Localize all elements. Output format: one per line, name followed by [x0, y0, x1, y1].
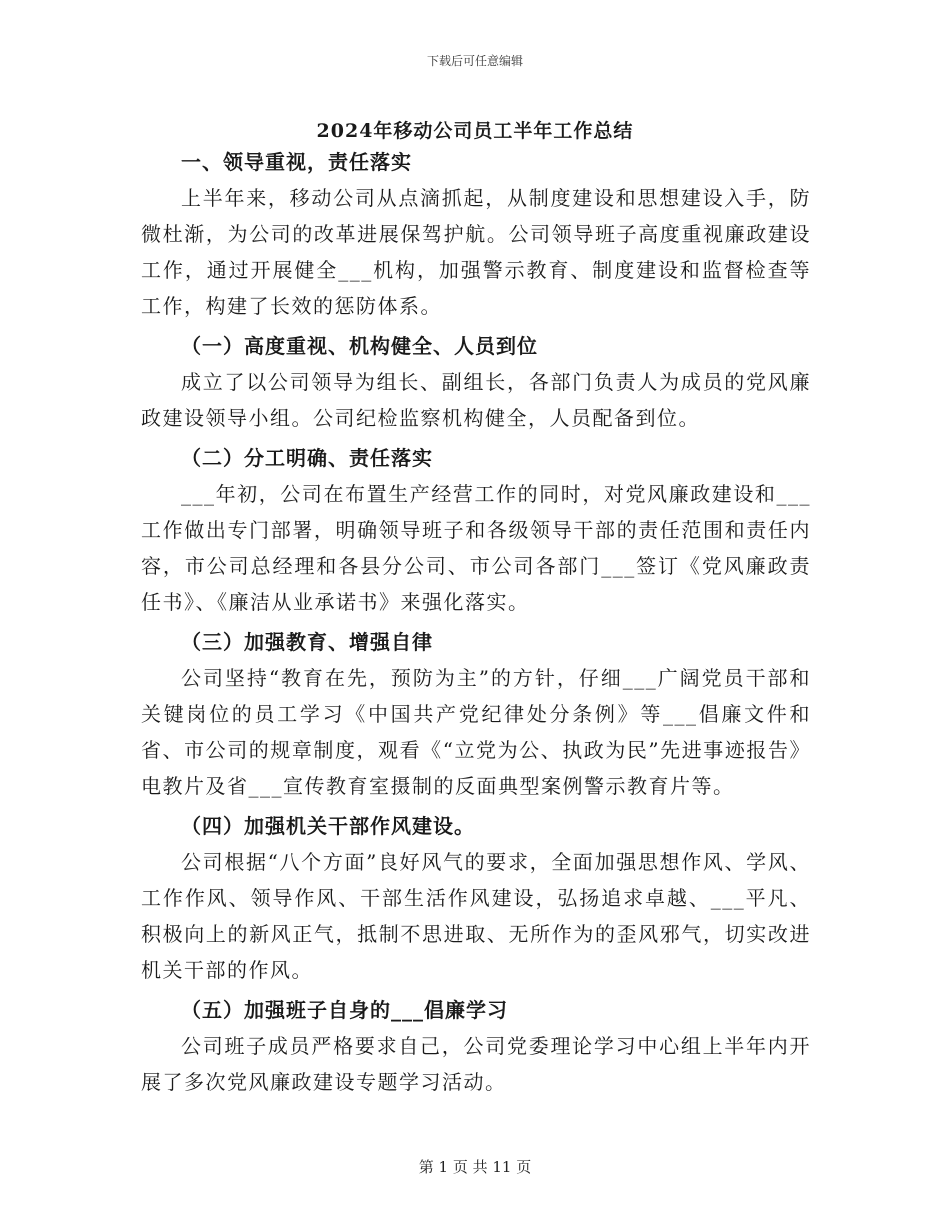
section-heading: （五）加强班子自身的___倡廉学习	[181, 998, 508, 1022]
section-heading: （四）加强机关干部作风建设。	[181, 814, 475, 838]
section-paragraph: 公司班子成员严格要求自己，公司党委理论学习中心组上半年内开展了多次党风廉政建设专题学习活动。	[141, 1034, 811, 1094]
section-paragraph: 上半年来，移动公司从点滴抓起，从制度建设和思想建设入手，防微杜渐，为公司的改革进展保驾护航。公司领导班子高度重视廉政建设工作，通过开展健全___机构，加强警示教育、制度建设和监督检查等工作，构建了长效的惩防体系。	[141, 186, 811, 318]
document-title: 2024年移动公司员工半年工作总结	[316, 120, 634, 142]
section-heading: （二）分工明确、责任落实	[181, 446, 433, 470]
page-number-footer: 第 1 页 共 11 页	[418, 1158, 532, 1176]
section-heading: 一、领导重视，责任落实	[181, 150, 412, 174]
document-body	[141, 144, 811, 1100]
section-heading: （三）加强教育、增强自律	[181, 630, 433, 654]
section-paragraph: ___年初，公司在布置生产经营工作的同时，对党风廉政建设和___工作做出专门部署，明确领导班子和各级领导干部的责任范围和责任内容，市公司总经理和各县分公司、市公司各部门___签订《党风廉政责任书》、《廉洁从业承诺书》来强化落实。	[141, 482, 811, 614]
section-paragraph: 公司根据“八个方面”良好风气的要求，全面加强思想作风、学风、工作作风、领导作风、干部生活作风建设，弘扬追求卓越、___平凡、积极向上的新风正气，抵制不思进取、无所作为的歪风邪气，切实改进机关干部的作风。	[141, 850, 811, 982]
section-paragraph: 公司坚持“教育在先，预防为主”的方针，仔细___广阔党员干部和关键岗位的员工学习《中国共产党纪律处分条例》等___倡廉文件和省、市公司的规章制度，观看《“立党为公、执政为民”先进事迹报告》电教片及省___宣传教育室摄制的反面典型案例警示教育片等。	[141, 666, 811, 798]
section-heading: （一）高度重视、机构健全、人员到位	[181, 334, 538, 358]
section-paragraph: 成立了以公司领导为组长、副组长，各部门负责人为成员的党风廉政建设领导小组。公司纪检监察机构健全，人员配备到位。	[141, 370, 811, 430]
page-header-note: 下载后可任意编辑	[426, 54, 523, 68]
